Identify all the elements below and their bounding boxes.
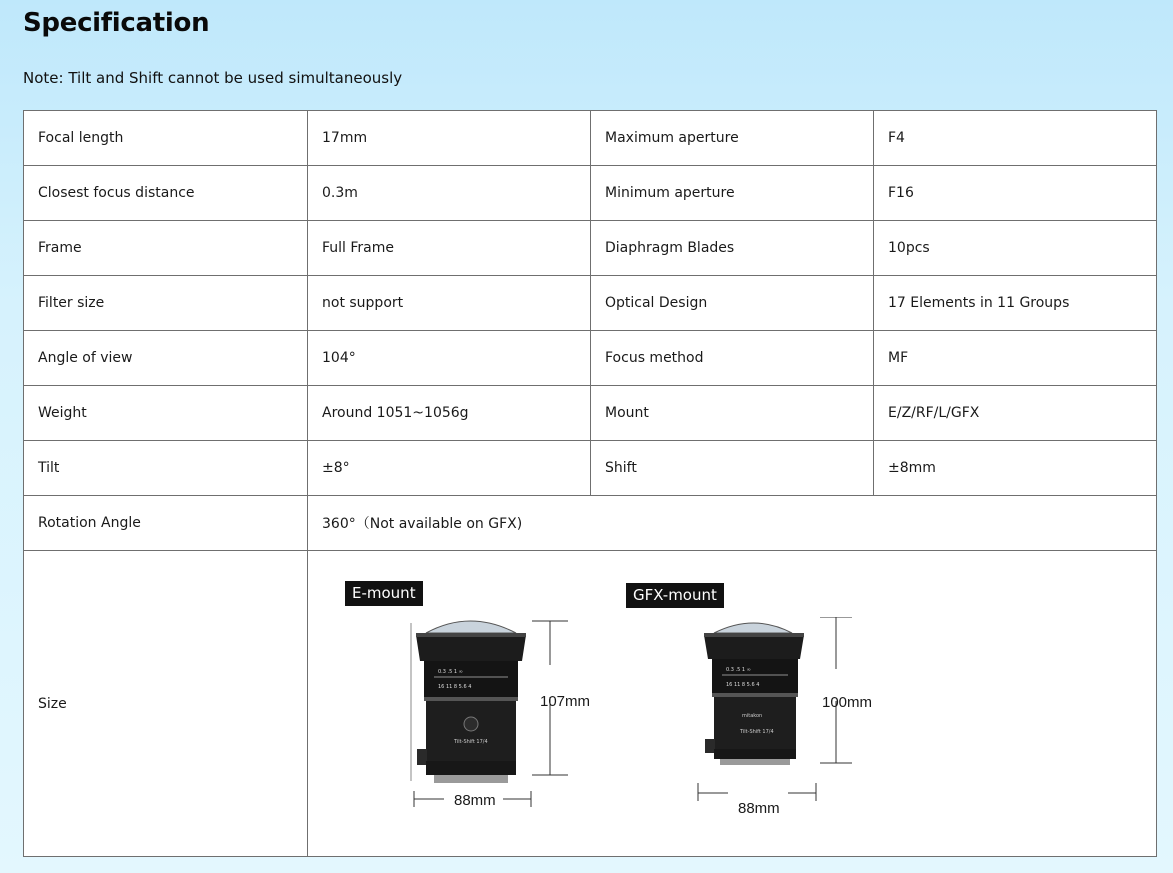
table-row	[24, 331, 1157, 386]
gfx-mount-label: GFX-mount	[626, 583, 724, 608]
svg-text:16 11 8 5.6 4: 16 11 8 5.6 4	[438, 684, 472, 690]
spec-value: 10pcs	[874, 221, 1157, 276]
gfx-height-label: 100mm	[822, 694, 873, 711]
spec-value: F16	[874, 166, 1157, 221]
spec-value: 17mm	[308, 111, 591, 166]
spec-value: E/Z/RF/L/GFX	[874, 386, 1157, 441]
spec-value: not support	[308, 276, 591, 331]
spec-label: Tilt	[24, 441, 308, 496]
table-row	[24, 386, 1157, 441]
svg-text:0.3 .5 1 ∞: 0.3 .5 1 ∞	[438, 669, 463, 675]
spec-value: ±8°	[308, 441, 591, 496]
spec-label: Closest focus distance	[24, 166, 308, 221]
table-row	[24, 221, 1157, 276]
usage-note: Note: Tilt and Shift cannot be used simultaneously	[23, 69, 403, 87]
spec-label: Diaphragm Blades	[591, 221, 874, 276]
spec-value: 17 Elements in 11 Groups	[874, 276, 1157, 331]
gfx-width-label: 88mm	[738, 800, 780, 817]
table-row	[24, 276, 1157, 331]
spec-table	[23, 110, 1157, 857]
emount-height-label: 107mm	[540, 693, 591, 710]
spec-value: MF	[874, 331, 1157, 386]
svg-text:mitakon: mitakon	[742, 713, 763, 719]
svg-text:Tilt-Shift 17/4: Tilt-Shift 17/4	[740, 729, 774, 735]
spec-label: Weight	[24, 386, 308, 441]
spec-value: ±8mm	[874, 441, 1157, 496]
spec-label: Size	[24, 551, 308, 857]
svg-text:Tilt-Shift 17/4: Tilt-Shift 17/4	[454, 739, 488, 745]
table-row	[24, 111, 1157, 166]
spec-label: Focus method	[591, 331, 874, 386]
spec-label: Mount	[591, 386, 874, 441]
spec-value: Around 1051~1056g	[308, 386, 591, 441]
spec-label: Maximum aperture	[591, 111, 874, 166]
spec-label: Angle of view	[24, 331, 308, 386]
spec-label: Focal length	[24, 111, 308, 166]
table-row	[24, 441, 1157, 496]
spec-value: 360°（Not available on GFX)	[308, 496, 1157, 551]
spec-label: Shift	[591, 441, 874, 496]
emount-width-label: 88mm	[454, 792, 496, 809]
emount-label: E-mount	[345, 581, 423, 606]
spec-value: F4	[874, 111, 1157, 166]
gfx-lens-image	[692, 617, 862, 817]
spec-label: Filter size	[24, 276, 308, 331]
spec-value: 104°	[308, 331, 591, 386]
spec-label: Frame	[24, 221, 308, 276]
svg-text:16 11 8 5.6 4: 16 11 8 5.6 4	[726, 682, 760, 688]
spec-label: Optical Design	[591, 276, 874, 331]
table-row	[24, 551, 1157, 857]
spec-value: Full Frame	[308, 221, 591, 276]
spec-value: 0.3m	[308, 166, 591, 221]
table-row	[24, 166, 1157, 221]
svg-text:0.3 .5 1 ∞: 0.3 .5 1 ∞	[726, 667, 751, 673]
spec-label: Rotation Angle	[24, 496, 308, 551]
page-title: Specification	[23, 8, 210, 38]
size-diagram-cell	[308, 551, 1157, 857]
spec-label: Minimum aperture	[591, 166, 874, 221]
table-row	[24, 496, 1157, 551]
emount-lens-image	[408, 611, 578, 811]
